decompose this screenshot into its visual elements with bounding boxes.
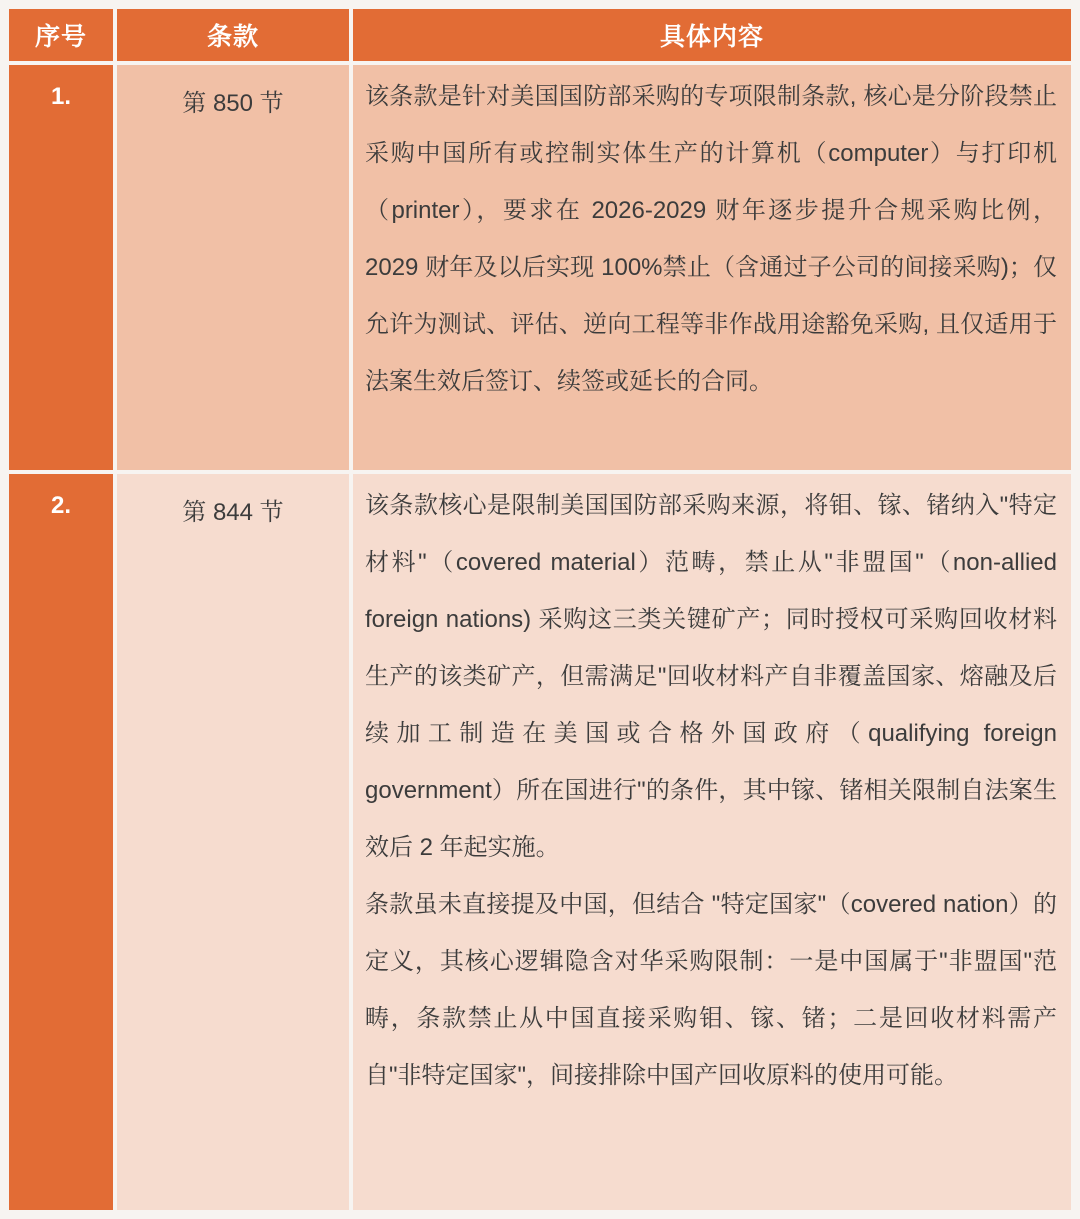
- row-content: [353, 474, 1071, 1210]
- table-header-row: [9, 9, 1071, 61]
- row-clause: 第 844 节: [117, 474, 349, 1210]
- content-paragraph: 该条款核心是限制美国国防部采购来源，将钼、镓、锗纳入"特定材料"（covered material）范畴，禁止从"非盟国"（non-allied foreign nations) 采购这三类关键矿产；同时授权可采购回收材料生产的该类矿产，但需满足"回收材料产自非覆盖国家、熔融及后续加工制造在美国或合格外国政府（qualifying foreign government）所在国进行"的条件，其中镓、锗相关限制自法案生效后 2 年起实施。: [365, 491, 1057, 861]
- header-cell-clause: 条款: [117, 9, 349, 61]
- content-paragraph: 条款虽未直接提及中国，但结合 "特定国家"（covered nation）的定义，其核心逻辑隐含对华采购限制：一是中国属于"非盟国"范畴，条款禁止从中国直接采购钼、镓、锗；二是回收材料需产自"非特定国家"，间接排除中国产回收原料的使用可能。: [365, 890, 1057, 1089]
- row-index: 2.: [9, 474, 113, 1210]
- clause-table: [5, 5, 1075, 1214]
- row-clause: 第 850 节: [117, 65, 349, 470]
- header-cell-content: 具体内容: [353, 9, 1071, 61]
- content-paragraph: 该条款是针对美国国防部采购的专项限制条款, 核心是分阶段禁止采购中国所有或控制实体生产的计算机（computer）与打印机（printer），要求在 2026-2029 财年逐步提升合规采购比例，2029 财年及以后实现 100%禁止（含通过子公司的间接采购)；仅允许为测试、评估、逆向工程等非作战用途豁免采购, 且仅适用于法案生效后签订、续签或延长的合同。: [365, 83, 1057, 395]
- table-row: [9, 65, 1071, 470]
- header-cell-index: 序号: [9, 9, 113, 61]
- row-index: 1.: [9, 65, 113, 470]
- row-content: [353, 65, 1071, 470]
- table-row: [9, 474, 1071, 1210]
